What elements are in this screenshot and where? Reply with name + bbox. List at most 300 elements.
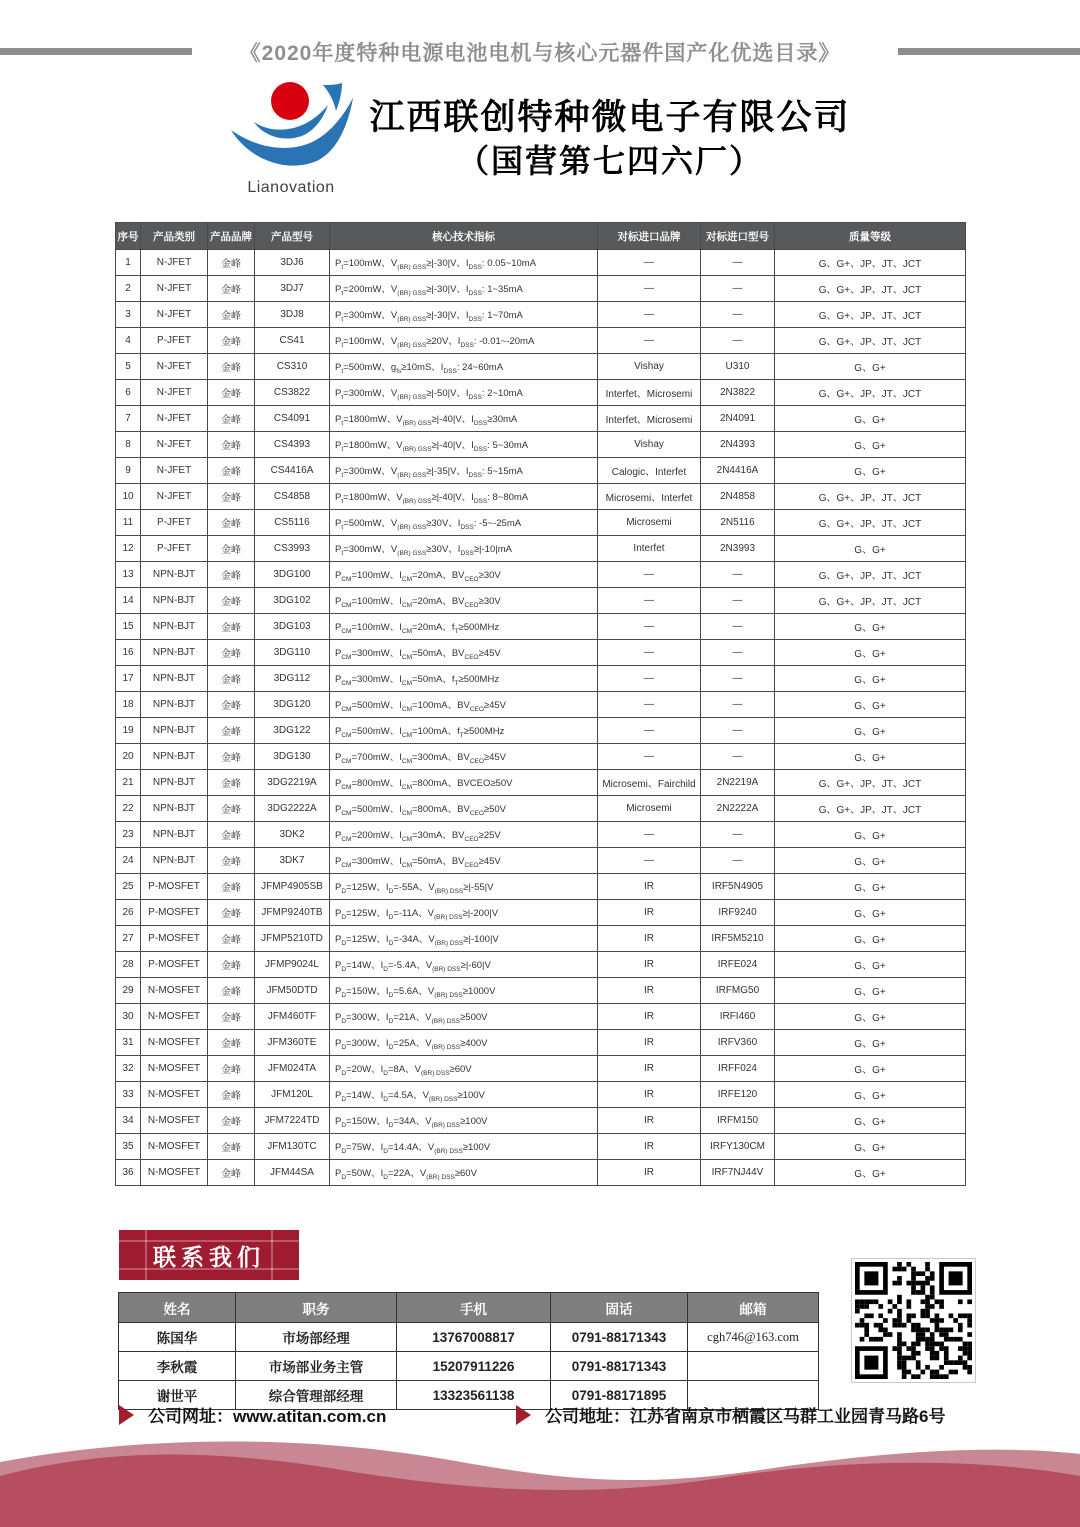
cell-import-model: — [701, 276, 775, 302]
table-row [116, 510, 966, 536]
cell-brand: 金峰 [208, 666, 255, 692]
contact-table [118, 1292, 819, 1410]
cell-spec: $P_t=300mW$、$V_{(BR) GSS}\ge|-30|V$、$I_{DSS}$: 1~70mA [330, 302, 598, 328]
cell-spec: $P_t=300mW$、$V_{(BR) GSS}\ge|-50|V$、$I_{DSS}$: 2~10mA [330, 380, 598, 406]
cell-import-brand: — [598, 562, 701, 588]
cell-grade: G、G+ [775, 874, 966, 900]
cell-serial: 21 [116, 770, 141, 796]
cell-brand: 金峰 [208, 562, 255, 588]
cell-spec: $P_{CM}=300mW$、$I_{CM}=50mA$、$f_T\ge 500MHz$ [330, 666, 598, 692]
cell-grade: G、G+、JP、JT、JCT [775, 250, 966, 276]
cell-import-model: 2N2222A [701, 796, 775, 822]
cell-spec: $P_{CM}=300mW$、$I_{CM}=50mA$、$BV_{CEO}\ge 45V$ [330, 640, 598, 666]
cell-brand: 金峰 [208, 1160, 255, 1186]
cell-category: N-JFET [141, 458, 208, 484]
table-row [116, 952, 966, 978]
cell-import-brand: IR [598, 1108, 701, 1134]
cell-serial: 8 [116, 432, 141, 458]
cell-spec: $P_t=300mW$、$V_{(BR) GSS}\ge 30V$、$I_{DSS}\ge|-10|mA$ [330, 536, 598, 562]
cell-model: CS4393 [255, 432, 330, 458]
cell-spec: $P_D=75W$、$I_D=14.4A$、$V_{(BR) DSS}\ge 100V$ [330, 1134, 598, 1160]
cell-serial: 5 [116, 354, 141, 380]
table-row [116, 536, 966, 562]
cell-model: 3DG103 [255, 614, 330, 640]
column-header: 对标进口品牌 [598, 223, 701, 250]
table-row [116, 302, 966, 328]
cell-brand: 金峰 [208, 1004, 255, 1030]
cell-import-brand: Microsemi、Fairchild [598, 770, 701, 796]
cell-grade: G、G+、JP、JT、JCT [775, 276, 966, 302]
cell-category: NPN-BJT [141, 718, 208, 744]
cell-brand: 金峰 [208, 822, 255, 848]
cell-model: 3DG2222A [255, 796, 330, 822]
table-row [116, 1082, 966, 1108]
cell-serial: 34 [116, 1108, 141, 1134]
cell-serial: 11 [116, 510, 141, 536]
qr-code-svg [855, 1262, 972, 1379]
cell-landline: 0791-88171343 [551, 1323, 688, 1352]
cell-spec: $P_t=500mW$、$V_{(BR) GSS}\ge 30V$、$I_{DSS}$: -5~-25mA [330, 510, 598, 536]
cell-title: 综合管理部经理 [236, 1381, 397, 1410]
cell-spec: $P_t=100mW$、$V_{(BR) GSS}\ge 20V$、$I_{DSS}$: -0.01~-20mA [330, 328, 598, 354]
cell-category: P-JFET [141, 328, 208, 354]
cell-grade: G、G+ [775, 1082, 966, 1108]
cell-spec: $P_D=20W$、$I_D=8A$、$V_{(BR) DSS}\ge 60V$ [330, 1056, 598, 1082]
cell-brand: 金峰 [208, 952, 255, 978]
cell-grade: G、G+ [775, 536, 966, 562]
cell-import-model: IRFV360 [701, 1030, 775, 1056]
table-row [116, 822, 966, 848]
cell-import-model: IRF5N4905 [701, 874, 775, 900]
column-header: 质量等级 [775, 223, 966, 250]
cell-import-brand: Interfet [598, 536, 701, 562]
cell-model: CS3822 [255, 380, 330, 406]
cell-grade: G、G+ [775, 978, 966, 1004]
cell-spec: $P_{CM}=300mW$、$I_{CM}=50mA$、$BV_{CEO}\ge 45V$ [330, 848, 598, 874]
cell-import-brand: — [598, 744, 701, 770]
column-header: 产品类别 [141, 223, 208, 250]
table-row [116, 458, 966, 484]
cell-grade: G、G+ [775, 666, 966, 692]
table-row [116, 1004, 966, 1030]
cell-import-brand: Microsemi [598, 796, 701, 822]
column-header: 序号 [116, 223, 141, 250]
cell-grade: G、G+ [775, 952, 966, 978]
cell-model: 3DG102 [255, 588, 330, 614]
cell-category: N-MOSFET [141, 1108, 208, 1134]
cell-serial: 13 [116, 562, 141, 588]
table-row [116, 406, 966, 432]
cell-brand: 金峰 [208, 718, 255, 744]
cell-serial: 31 [116, 1030, 141, 1056]
cell-import-model: — [701, 744, 775, 770]
cell-category: N-JFET [141, 380, 208, 406]
cell-category: N-JFET [141, 302, 208, 328]
cell-brand: 金峰 [208, 770, 255, 796]
cell-import-brand: IR [598, 1004, 701, 1030]
table-row [116, 666, 966, 692]
cell-import-brand: Microsemi、Interfet [598, 484, 701, 510]
cell-model: JFM120L [255, 1082, 330, 1108]
cell-category: P-JFET [141, 510, 208, 536]
cell-model: 3DG110 [255, 640, 330, 666]
company-title-block [355, 96, 865, 182]
cell-import-brand: — [598, 640, 701, 666]
cell-import-brand: IR [598, 1030, 701, 1056]
cell-title: 市场部业务主管 [236, 1352, 397, 1381]
table-row [116, 380, 966, 406]
column-header: 产品型号 [255, 223, 330, 250]
cell-category: NPN-BJT [141, 588, 208, 614]
cell-grade: G、G+ [775, 640, 966, 666]
cell-model: CS3993 [255, 536, 330, 562]
cell-brand: 金峰 [208, 484, 255, 510]
cell-serial: 2 [116, 276, 141, 302]
cell-brand: 金峰 [208, 354, 255, 380]
cell-brand: 金峰 [208, 796, 255, 822]
cell-import-brand: — [598, 302, 701, 328]
cell-category: N-MOSFET [141, 1160, 208, 1186]
cell-model: CS4416A [255, 458, 330, 484]
cell-brand: 金峰 [208, 640, 255, 666]
cell-landline: 0791-88171343 [551, 1352, 688, 1381]
cell-grade: G、G+ [775, 848, 966, 874]
cell-serial: 6 [116, 380, 141, 406]
cell-brand: 金峰 [208, 432, 255, 458]
cell-spec: $P_{CM}=700mW$、$I_{CM}=300mA$、$BV_{CEO}\ge 45V$ [330, 744, 598, 770]
cell-category: P-JFET [141, 536, 208, 562]
cell-brand: 金峰 [208, 588, 255, 614]
cell-brand: 金峰 [208, 744, 255, 770]
cell-model: JFM024TA [255, 1056, 330, 1082]
cell-import-brand: IR [598, 952, 701, 978]
logo-red-dot [271, 82, 309, 120]
cell-model: CS5116 [255, 510, 330, 536]
cell-grade: G、G+ [775, 1134, 966, 1160]
cell-grade: G、G+ [775, 900, 966, 926]
table-row [116, 796, 966, 822]
cell-spec: $P_t=1800mW$、$V_{(BR) GSS}\ge|-40|V$、$I_{DSS}$: 5~30mA [330, 432, 598, 458]
cell-spec: $P_D=150W$、$I_D=34A$、$V_{(BR) DSS}\ge 100V$ [330, 1108, 598, 1134]
table-row [116, 328, 966, 354]
cell-brand: 金峰 [208, 458, 255, 484]
product-table [115, 222, 966, 1186]
cell-brand: 金峰 [208, 250, 255, 276]
cell-grade: G、G+、JP、JT、JCT [775, 510, 966, 536]
cell-brand: 金峰 [208, 874, 255, 900]
cell-grade: G、G+ [775, 354, 966, 380]
contact-banner [119, 1230, 299, 1280]
cell-grade: G、G+ [775, 614, 966, 640]
website-label: 公司网址：www.atitan.com.cn [148, 1407, 387, 1426]
cell-serial: 3 [116, 302, 141, 328]
product-table-body [116, 250, 966, 1186]
contact-table-body [119, 1323, 819, 1410]
cell-import-brand: IR [598, 1082, 701, 1108]
cell-spec: $P_D=125W$、$I_D=-55A$、$V_{(BR) DSS}\ge|-55|V$ [330, 874, 598, 900]
cell-category: N-JFET [141, 406, 208, 432]
cell-import-brand: — [598, 692, 701, 718]
table-row [116, 1108, 966, 1134]
cell-import-brand: — [598, 588, 701, 614]
column-header: 核心技术指标 [330, 223, 598, 250]
cell-import-model: — [701, 562, 775, 588]
cell-import-model: U310 [701, 354, 775, 380]
cell-import-brand: — [598, 614, 701, 640]
cell-grade: G、G+ [775, 692, 966, 718]
cell-serial: 24 [116, 848, 141, 874]
cell-serial: 1 [116, 250, 141, 276]
contact-section-title: 联系我们 [153, 1243, 265, 1270]
cell-model: 3DG130 [255, 744, 330, 770]
cell-brand: 金峰 [208, 510, 255, 536]
table-row [116, 640, 966, 666]
cell-brand: 金峰 [208, 926, 255, 952]
cell-grade: G、G+、JP、JT、JCT [775, 302, 966, 328]
table-row [116, 848, 966, 874]
cell-import-brand: IR [598, 978, 701, 1004]
cell-import-brand: — [598, 822, 701, 848]
cell-import-brand: IR [598, 900, 701, 926]
cell-import-model: — [701, 588, 775, 614]
cell-import-brand: — [598, 250, 701, 276]
cell-model: 3DG120 [255, 692, 330, 718]
table-row [116, 692, 966, 718]
cell-grade: G、G+ [775, 822, 966, 848]
cell-email [688, 1352, 819, 1381]
cell-category: P-MOSFET [141, 900, 208, 926]
cell-category: P-MOSFET [141, 952, 208, 978]
cell-brand: 金峰 [208, 1056, 255, 1082]
table-row [116, 276, 966, 302]
cell-serial: 14 [116, 588, 141, 614]
cell-model: 3DG2219A [255, 770, 330, 796]
cell-model: 3DJ8 [255, 302, 330, 328]
cell-spec: $P_{CM}=500mW$、$I_{CM}=100mA$、$f_T\ge 500MHz$ [330, 718, 598, 744]
cell-grade: G、G+ [775, 432, 966, 458]
table-row [116, 744, 966, 770]
cell-grade: G、G+ [775, 1030, 966, 1056]
cell-brand: 金峰 [208, 276, 255, 302]
logo-swoosh-tick [323, 83, 342, 111]
cell-serial: 9 [116, 458, 141, 484]
address-label: 公司地址：江苏省南京市栖霞区马群工业园青马路6号 [545, 1407, 946, 1426]
cell-category: P-MOSFET [141, 926, 208, 952]
cell-category: N-JFET [141, 432, 208, 458]
cell-brand: 金峰 [208, 328, 255, 354]
cell-import-model: IRFY130CM [701, 1134, 775, 1160]
cell-model: 3DJ6 [255, 250, 330, 276]
cell-title: 市场部经理 [236, 1323, 397, 1352]
cell-grade: G、G+ [775, 718, 966, 744]
cell-spec: $P_{CM}=100mW$、$I_{CM}=20mA$、$f_T\ge 500MHz$ [330, 614, 598, 640]
contact-table-header-row [119, 1293, 819, 1323]
banner-grid-line [145, 1230, 147, 1280]
cell-brand: 金峰 [208, 536, 255, 562]
cell-import-model: IRFMG50 [701, 978, 775, 1004]
cell-import-model: IRF9240 [701, 900, 775, 926]
cell-import-model: — [701, 328, 775, 354]
column-header: 固话 [551, 1293, 688, 1323]
cell-category: N-MOSFET [141, 1082, 208, 1108]
cell-import-brand: — [598, 666, 701, 692]
cell-spec: $P_D=125W$、$I_D=-34A$、$V_{(BR) DSS}\ge|-100|V$ [330, 926, 598, 952]
cell-brand: 金峰 [208, 978, 255, 1004]
cell-import-brand: — [598, 718, 701, 744]
cell-import-model: — [701, 718, 775, 744]
cell-category: P-MOSFET [141, 874, 208, 900]
cell-grade: G、G+ [775, 1056, 966, 1082]
cell-model: CS310 [255, 354, 330, 380]
cell-brand: 金峰 [208, 1108, 255, 1134]
cell-serial: 12 [116, 536, 141, 562]
column-header: 姓名 [119, 1293, 236, 1323]
table-row [116, 900, 966, 926]
table-row [116, 588, 966, 614]
cell-model: JFMP9240TB [255, 900, 330, 926]
cell-import-brand: IR [598, 1160, 701, 1186]
cell-import-model: 2N4416A [701, 458, 775, 484]
cell-grade: G、G+ [775, 1160, 966, 1186]
company-subtitle: （国营第七四六厂） [456, 143, 763, 179]
cell-grade: G、G+ [775, 458, 966, 484]
cell-category: N-JFET [141, 276, 208, 302]
cell-serial: 7 [116, 406, 141, 432]
cell-serial: 36 [116, 1160, 141, 1186]
table-row [116, 1160, 966, 1186]
cell-model: JFM130TC [255, 1134, 330, 1160]
cell-category: NPN-BJT [141, 562, 208, 588]
cell-import-model: — [701, 614, 775, 640]
cell-spec: $P_D=300W$、$I_D=25A$、$V_{(BR) DSS}\ge 400V$ [330, 1030, 598, 1056]
cell-name: 陈国华 [119, 1323, 236, 1352]
cell-import-brand: IR [598, 874, 701, 900]
footer-waves [0, 1400, 1080, 1527]
cell-brand: 金峰 [208, 380, 255, 406]
banner-grid-line [119, 1268, 299, 1270]
table-row [116, 874, 966, 900]
cell-grade: G、G+ [775, 406, 966, 432]
cell-serial: 4 [116, 328, 141, 354]
catalog-title: 《2020年度特种电源电池电机与核心元器件国产化优选目录》 [239, 42, 841, 65]
cell-grade: G、G+、JP、JT、JCT [775, 770, 966, 796]
cell-brand: 金峰 [208, 614, 255, 640]
table-row [116, 484, 966, 510]
cell-import-model: — [701, 822, 775, 848]
cell-spec: $P_t=200mW$、$V_{(BR) GSS}\ge|-30|V$、$I_{DSS}$: 1~35mA [330, 276, 598, 302]
cell-serial: 33 [116, 1082, 141, 1108]
cell-model: JFM50DTD [255, 978, 330, 1004]
cell-serial: 29 [116, 978, 141, 1004]
cell-brand: 金峰 [208, 1134, 255, 1160]
cell-brand: 金峰 [208, 692, 255, 718]
cell-spec: $P_{CM}=800mW$、$I_{CM}=800mA$、BVCEO≥50V [330, 770, 598, 796]
cell-import-model: — [701, 848, 775, 874]
cell-category: N-MOSFET [141, 978, 208, 1004]
cell-import-model: IRF5M5210 [701, 926, 775, 952]
table-row [116, 926, 966, 952]
column-header: 职务 [236, 1293, 397, 1323]
cell-import-brand: — [598, 276, 701, 302]
cell-serial: 32 [116, 1056, 141, 1082]
cell-model: 3DG122 [255, 718, 330, 744]
cell-import-model: 2N2219A [701, 770, 775, 796]
cell-import-brand: IR [598, 926, 701, 952]
cell-import-brand: — [598, 328, 701, 354]
cell-category: N-JFET [141, 484, 208, 510]
cell-import-brand: — [598, 848, 701, 874]
cell-grade: G、G+、JP、JT、JCT [775, 562, 966, 588]
cell-import-model: 2N4858 [701, 484, 775, 510]
cell-model: 3DG100 [255, 562, 330, 588]
table-row [116, 978, 966, 1004]
cell-import-model: 2N4393 [701, 432, 775, 458]
cell-brand: 金峰 [208, 900, 255, 926]
table-row [116, 432, 966, 458]
cell-grade: G、G+ [775, 744, 966, 770]
cell-model: JFMP4905SB [255, 874, 330, 900]
cell-import-model: — [701, 666, 775, 692]
cell-serial: 15 [116, 614, 141, 640]
column-header: 手机 [397, 1293, 551, 1323]
cell-import-model: 2N3822 [701, 380, 775, 406]
cell-import-brand: Interfet、Microsemi [598, 380, 701, 406]
cell-import-model: — [701, 692, 775, 718]
cell-serial: 20 [116, 744, 141, 770]
cell-brand: 金峰 [208, 1082, 255, 1108]
cell-spec: $P_t=100mW$、$V_{(BR) GSS}\ge|-30|V$、$I_{DSS}$: 0.05~10mA [330, 250, 598, 276]
cell-grade: G、G+、JP、JT、JCT [775, 380, 966, 406]
cell-import-model: IRFE120 [701, 1082, 775, 1108]
cell-mobile: 13767008817 [397, 1323, 551, 1352]
cell-mobile: 13323561138 [397, 1381, 551, 1410]
cell-serial: 26 [116, 900, 141, 926]
cell-import-brand: Calogic、Interfet [598, 458, 701, 484]
cell-import-brand: Microsemi [598, 510, 701, 536]
cell-category: NPN-BJT [141, 614, 208, 640]
cell-import-model: IRF7NJ44V [701, 1160, 775, 1186]
cell-name: 李秋霞 [119, 1352, 236, 1381]
cell-spec: $P_D=50W$、$I_D=22A$、$V_{(BR) DSS}\ge 60V$ [330, 1160, 598, 1186]
cell-spec: $P_D=14W$、$I_D=-5.4A$、$V_{(BR) DSS}\ge|-60|V$ [330, 952, 598, 978]
cell-serial: 22 [116, 796, 141, 822]
cell-import-model: IRFI460 [701, 1004, 775, 1030]
cell-model: JFM460TF [255, 1004, 330, 1030]
cell-grade: G、G+、JP、JT、JCT [775, 484, 966, 510]
cell-import-model: IRFE024 [701, 952, 775, 978]
cell-spec: $P_D=125W$、$I_D=-11A$、$V_{(BR) DSS}\ge|-200|V$ [330, 900, 598, 926]
cell-serial: 16 [116, 640, 141, 666]
cell-serial: 10 [116, 484, 141, 510]
cell-email: cgh746@163.com [688, 1323, 819, 1352]
cell-category: NPN-BJT [141, 640, 208, 666]
cell-import-model: — [701, 640, 775, 666]
cell-spec: $P_{CM}=200mW$、$I_{CM}=30mA$、$BV_{CEO}\ge 25V$ [330, 822, 598, 848]
cell-model: 3DK2 [255, 822, 330, 848]
table-row [116, 718, 966, 744]
table-row [116, 250, 966, 276]
cell-spec: $P_D=14W$、$I_D=4.5A$、$V_{(BR) DSS}\ge 100V$ [330, 1082, 598, 1108]
column-header: 邮箱 [688, 1293, 819, 1323]
cell-import-model: 2N3993 [701, 536, 775, 562]
cell-import-brand: Interfet、Microsemi [598, 406, 701, 432]
cell-spec: $P_t=300mW$、$V_{(BR) GSS}\ge|-35|V$、$I_{DSS}$: 5~15mA [330, 458, 598, 484]
cell-category: NPN-BJT [141, 744, 208, 770]
cell-model: JFM7224TD [255, 1108, 330, 1134]
footer-wave-dark [0, 1455, 1080, 1527]
cell-category: NPN-BJT [141, 848, 208, 874]
cell-category: NPN-BJT [141, 692, 208, 718]
